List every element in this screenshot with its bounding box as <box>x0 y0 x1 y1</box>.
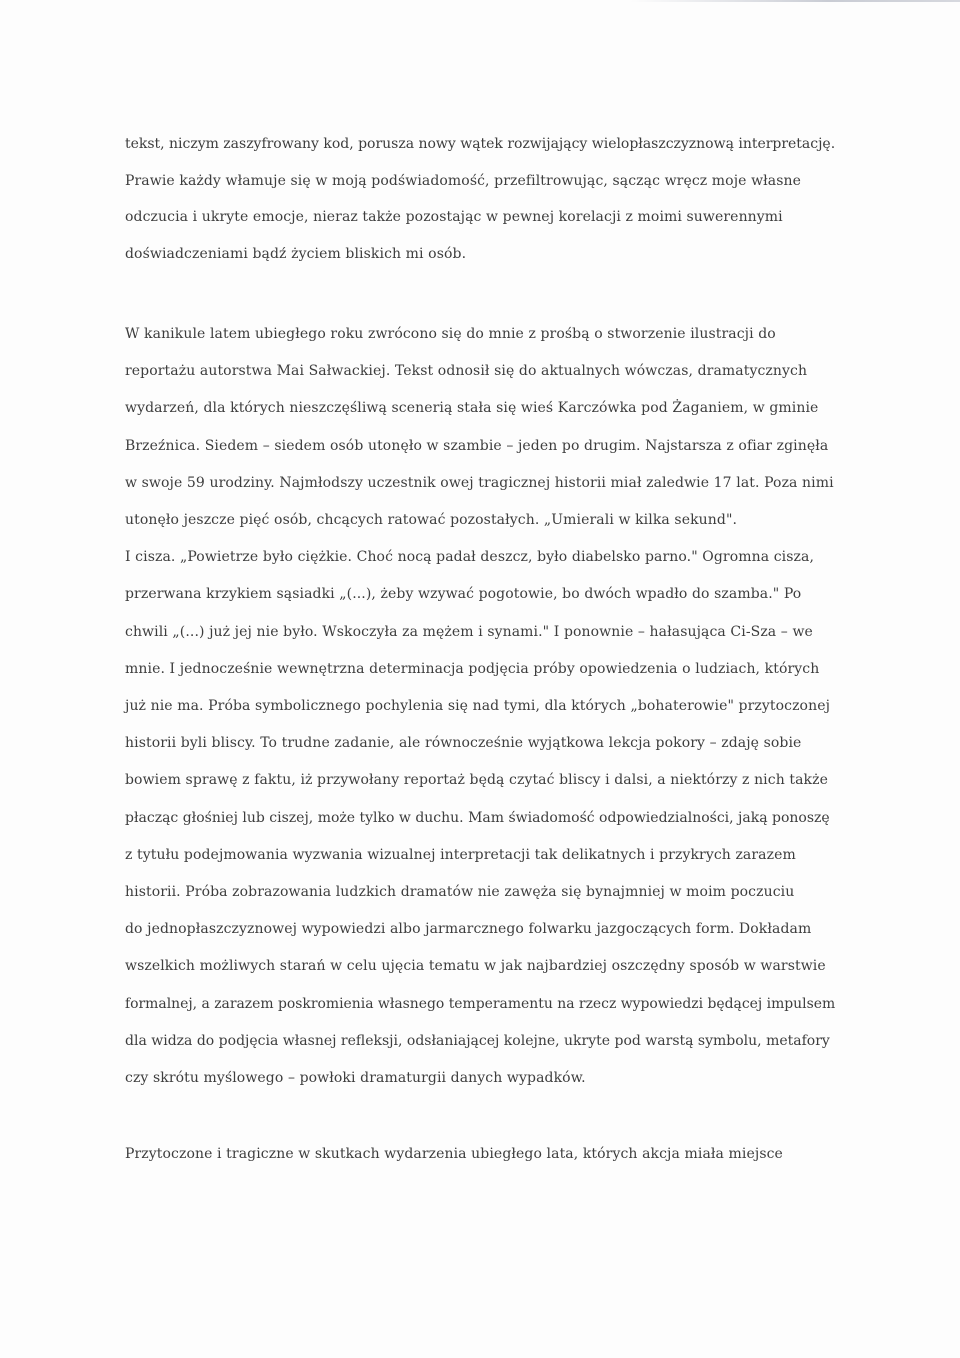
text-line: Brzeźnica. Siedem – siedem osób utonęło w szambie – jeden po drugim. Najstarsza z ofiar zginęła <box>125 437 829 454</box>
text-line: chwili „(...) już jej nie było. Wskoczyła za mężem i synami." I ponownie – hałasująca Ci-Sza – we <box>125 623 813 640</box>
paragraph-3 <box>125 1136 835 1173</box>
text-line: w swoje 59 urodziny. Najmłodszy uczestnik owej tragicznej historii miał zaledwie 17 lat. Poza nimi <box>125 474 834 491</box>
text-line: bowiem sprawę z faktu, iż przywołany reportaż będą czytać bliscy i dalsi, a niektórzy z nich także <box>125 772 828 789</box>
text-line: już nie ma. Próba symbolicznego pochylenia się nad tymi, dla których „bohaterowie" przytoczonej <box>125 698 831 715</box>
text-line: wydarzeń, dla których nieszczęśliwą scenerią stała się wieś Karczówka pod Żaganiem, w gminie <box>125 400 819 417</box>
text-line: Przytoczone i tragiczne w skutkach wydarzenia ubiegłego lata, których akcja miała miejsce <box>125 1146 783 1162</box>
text-line: formalnej, a zarazem poskromienia własnego temperamentu na rzecz wypowiedzi będącej impulsem <box>125 995 836 1012</box>
text-line: mnie. I jednocześnie wewnętrzna determinacja podjęcia próby opowiedzenia o ludziach, których <box>125 660 820 677</box>
text-line: W kanikule latem ubiegłego roku zwrócono się do mnie z prośbą o stworzenie ilustracji do <box>125 326 776 342</box>
scan-edge-mark <box>630 0 960 2</box>
paragraph-1 <box>125 126 835 273</box>
text-line: tekst, niczym zaszyfrowany kod, porusza nowy wątek rozwijający wielopłaszczyznową interpretację. <box>125 136 836 152</box>
text-line: do jednopłaszczyznowej wypowiedzi albo jarmarcznego folwarku jazgoczących form. Dokładam <box>125 921 812 938</box>
text-line: doświadczeniami bądź życiem bliskich mi osób. <box>125 246 467 263</box>
text-line: płacząc głośniej lub ciszej, może tylko w duchu. Mam świadomość odpowiedzialności, jaką ponoszę <box>125 809 830 826</box>
text-line: odczucia i ukryte emocje, nieraz także pozostając w pewnej korelacji z moimi suwerennymi <box>125 209 783 226</box>
paragraph-2 <box>125 316 835 1097</box>
text-line: utonęło jeszcze pięć osób, chcących ratować pozostałych. „Umierali w kilka sekund". <box>125 512 738 529</box>
text-line: historii. Próba zobrazowania ludzkich dramatów nie zawęża się bynajmniej w moim poczuciu <box>125 884 795 901</box>
text-line: dla widza do podjęcia własnej refleksji, odsłaniającej kolejne, ukryte pod warstą symbolu, metafory <box>125 1032 830 1049</box>
text-line: historii byli bliscy. To trudne zadanie, ale równocześnie wyjątkowa lekcja pokory – zdaję sobie <box>125 735 802 752</box>
text-line: czy skrótu myślowego – powłoki dramaturgii danych wypadków. <box>125 1070 586 1087</box>
text-line: przerwana krzykiem sąsiadki „(...), żeby wzywać pogotowie, bo dwóch wpadło do szamba." Po <box>125 586 802 603</box>
text-line: z tytułu podejmowania wyzwania wizualnej interpretacji tak delikatnych i przykrych zarazem <box>125 846 796 863</box>
text-line: Prawie każdy włamuje się w moją podświadomość, przefiltrowując, sącząc wręcz moje własne <box>125 172 802 189</box>
text-line: wszelkich możliwych starań w celu ujęcia tematu w jak najbardziej oszczędny sposób w warstwie <box>125 958 826 975</box>
text-line: reportażu autorstwa Mai Sałwackiej. Tekst odnosił się do aktualnych wówczas, dramatycznych <box>125 363 808 380</box>
text-line: I cisza. „Powietrze było ciężkie. Choć nocą padał deszcz, było diabelsko parno." Ogromna cisza, <box>125 549 815 566</box>
